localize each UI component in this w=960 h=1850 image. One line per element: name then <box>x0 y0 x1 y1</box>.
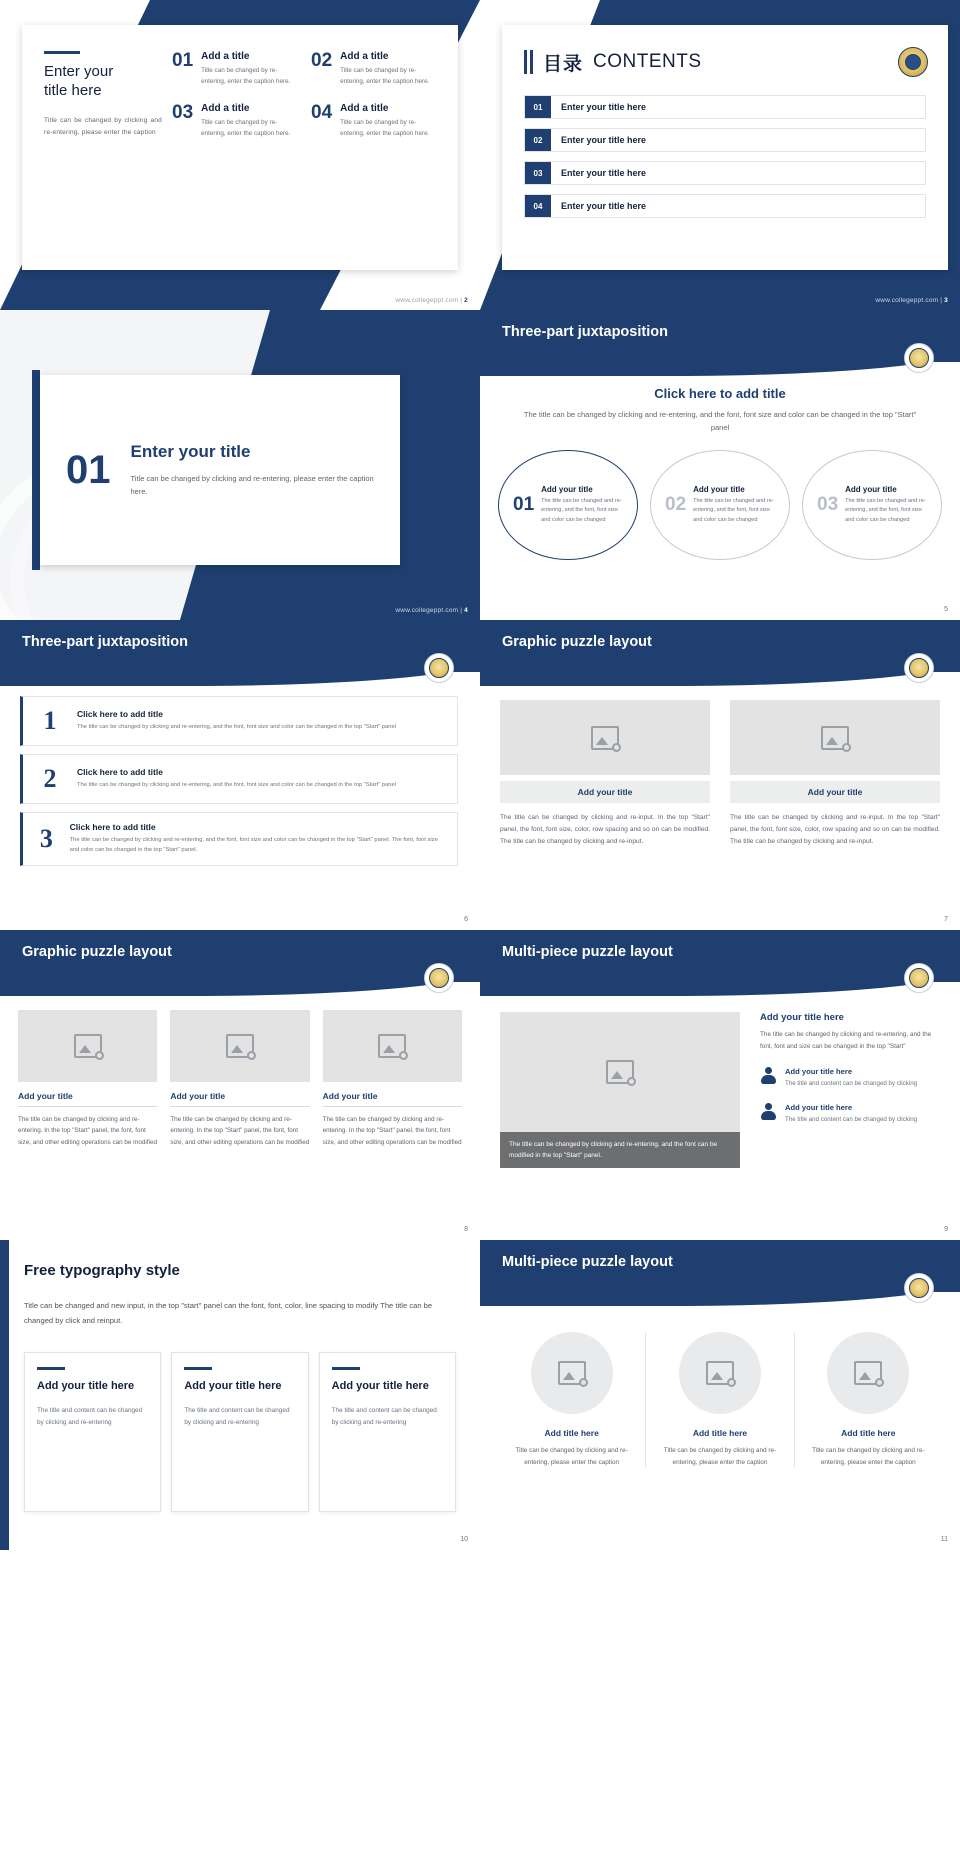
image-icon <box>821 726 849 750</box>
circle-item[interactable] <box>802 450 942 560</box>
item-desc: The title can be changed by clicking and re-entering, and the font, font size and color can be changed in the top "Start" panel <box>77 724 396 731</box>
item-title: Click here to add title <box>77 767 163 778</box>
header-title: Three-part juxtaposition <box>22 634 188 650</box>
image-placeholder[interactable] <box>827 1332 909 1414</box>
image-placeholder[interactable] <box>531 1332 613 1414</box>
list-item[interactable] <box>20 812 458 866</box>
item-number: 02 <box>525 129 551 151</box>
item-desc: Title can be changed by re-entering, enter the caption here. <box>201 67 291 85</box>
page-number: 4 <box>464 607 468 614</box>
page-number: 3 <box>944 297 948 304</box>
column-desc: Title can be changed by clicking and re-entering, please enter the caption <box>663 1447 777 1466</box>
slide-10-title: Free typography style <box>24 1262 180 1279</box>
item-number: 3 <box>39 823 53 853</box>
slide-8[interactable] <box>0 930 480 1240</box>
header-title: Three-part juxtaposition <box>502 324 668 340</box>
item-number: 1 <box>43 706 57 735</box>
item-desc: Title can be changed by re-entering, enter the caption here. <box>340 119 430 138</box>
slide-5-subtitle: The title can be changed by clicking and re-entering, and the font, font size and color can be changed in the top "Start" panel <box>523 410 917 433</box>
item-number: 04 <box>525 195 551 217</box>
slide-7[interactable] <box>480 620 960 930</box>
column[interactable] <box>500 700 710 849</box>
school-seal-icon <box>904 653 934 683</box>
slide-2[interactable] <box>0 0 480 310</box>
numbered-list <box>20 696 458 866</box>
contents-title-cn: 目录 <box>543 53 584 75</box>
section-number: 01 <box>66 447 111 492</box>
item-desc: The title and content can be changed by clicking <box>785 1079 918 1087</box>
card-title: Add your title here <box>331 1379 429 1392</box>
content-card[interactable] <box>24 1352 161 1512</box>
list-item[interactable] <box>311 51 436 87</box>
item-label: Enter your title here <box>561 135 647 145</box>
list-item[interactable] <box>172 103 297 139</box>
column-caption: Add your title <box>730 781 940 803</box>
list-item[interactable] <box>311 103 436 139</box>
item-label: Enter your title here <box>561 168 647 178</box>
item-title: Add your title <box>845 485 897 495</box>
divider <box>170 1106 309 1107</box>
slide-4-card <box>40 375 400 565</box>
image-placeholder[interactable] <box>679 1332 761 1414</box>
item-title: Click here to add title <box>77 709 163 720</box>
page-number: 9 <box>944 1226 948 1233</box>
item-title: Add your title here <box>785 1066 853 1076</box>
item-title: Add a title <box>340 103 389 115</box>
item-title: Click here to add title <box>69 822 156 832</box>
text-block <box>760 1012 942 1126</box>
slide-11[interactable] <box>480 1240 960 1550</box>
item-title: Add a title <box>340 51 389 62</box>
slide-2-items <box>172 51 436 140</box>
accent-bar <box>32 370 40 570</box>
footer-url: www.collegeppt.com <box>395 607 459 614</box>
slide-2-card <box>22 25 458 270</box>
list-item[interactable] <box>760 1103 942 1126</box>
footer-url: www.collegeppt.com <box>395 297 459 304</box>
two-column-layout <box>500 700 940 849</box>
column[interactable] <box>730 700 940 849</box>
list-item[interactable] <box>524 161 926 185</box>
page-number: 8 <box>464 1226 468 1233</box>
image-icon <box>591 726 619 750</box>
column-desc: Title can be changed by clicking and re-entering, please enter the caption <box>812 1447 925 1466</box>
page-number: 11 <box>940 1536 948 1543</box>
column[interactable] <box>18 1010 157 1148</box>
card-rule <box>37 1367 65 1370</box>
card-desc: The title and content can be changed by clicking and re-entering <box>37 1407 143 1427</box>
item-title: Add a title <box>201 103 250 115</box>
school-seal-icon <box>904 963 934 993</box>
slide-5-title: Click here to add title <box>654 386 786 401</box>
image-icon <box>706 1361 734 1385</box>
image-icon <box>226 1034 254 1058</box>
header-title: Graphic puzzle layout <box>502 634 652 650</box>
column[interactable] <box>170 1010 309 1148</box>
list-item[interactable] <box>760 1067 942 1090</box>
item-desc: The title can be changed and re-entering, and the font, font size and color can be changed <box>845 498 926 523</box>
school-seal-icon <box>424 653 454 683</box>
section-desc: Title can be changed by clicking and re-entering, please enter the caption here. <box>130 473 374 496</box>
title-rule <box>44 51 80 54</box>
item-desc: The title can be changed and re-entering, and the font, font size and color can be changed <box>693 498 774 523</box>
column-title: Add title here <box>692 1428 748 1438</box>
column[interactable] <box>645 1332 793 1468</box>
slide-footer: www.collegeppt.com | 2 <box>395 297 468 304</box>
section-title: Enter your title <box>130 441 251 461</box>
item-number: 04 <box>311 102 333 124</box>
school-seal-icon <box>904 343 934 373</box>
item-title: Add your title <box>541 485 593 495</box>
item-number: 02 <box>665 494 687 515</box>
item-title: Add your title <box>693 485 745 495</box>
item-number: 03 <box>817 494 839 515</box>
column-desc: The title can be changed by clicking and re-entering. In the top "Start" panel, the font, font size, and other editing operations can be modified <box>18 1116 157 1146</box>
item-label: Enter your title here <box>561 201 647 211</box>
slide-10-paragraph: Title can be changed and new input, in the top "start" panel can the font, font, color, line spacing to modify The title can be changed by click and reinput. <box>24 1301 433 1326</box>
column[interactable] <box>794 1332 942 1468</box>
image-placeholder[interactable] <box>170 1010 309 1082</box>
image-caption: The title can be changed by clicking and re-entering, and the font can be modified in the top "Start" panel. <box>500 1132 740 1168</box>
column-caption: Add your title <box>500 781 710 803</box>
image-icon <box>854 1361 882 1385</box>
column-title: Add your title <box>170 1091 226 1101</box>
content-card[interactable] <box>319 1352 456 1512</box>
image-icon <box>74 1034 102 1058</box>
list-item[interactable] <box>524 128 926 152</box>
item-title: Add a title <box>201 51 250 62</box>
circle-group <box>498 450 942 560</box>
item-number: 03 <box>172 102 194 124</box>
slide-footer: www.collegeppt.com | 4 <box>395 607 468 614</box>
content-card[interactable] <box>171 1352 308 1512</box>
contents-list <box>524 95 926 218</box>
item-number: 01 <box>513 494 535 515</box>
page-number: 7 <box>944 916 948 923</box>
column-desc: The title can be changed by clicking and re-entering. In the top "Start" panel, the font, font size, and other editing operations can be modified <box>170 1116 310 1146</box>
header-title: Multi-piece puzzle layout <box>502 944 673 960</box>
card-title: Add your title here <box>37 1379 135 1392</box>
item-title: Add your title here <box>785 1103 853 1113</box>
page-number: 5 <box>944 606 948 613</box>
list-item[interactable] <box>20 754 458 804</box>
image-icon <box>558 1361 586 1385</box>
page-number: 10 <box>460 1536 468 1543</box>
slide-5[interactable] <box>480 310 960 620</box>
footer-url: www.collegeppt.com <box>875 297 939 304</box>
list-item[interactable] <box>20 696 458 746</box>
card-group <box>24 1352 456 1512</box>
item-number: 03 <box>525 162 551 184</box>
three-column-layout <box>498 1332 942 1468</box>
block-title: Add your title here <box>760 1012 844 1023</box>
list-item[interactable] <box>524 95 926 119</box>
card-desc: The title and content can be changed by clicking and re-entering <box>184 1407 290 1427</box>
block-desc: The title can be changed by clicking and re-entering, and the font, font and size can be changed in the top "Start" <box>760 1031 932 1050</box>
item-desc: Title can be changed by re-entering, enter the caption here. <box>340 67 430 85</box>
circle-item[interactable] <box>498 450 638 560</box>
page-number: 2 <box>464 297 468 304</box>
slide-10[interactable] <box>0 1240 480 1550</box>
slide-2-title: Enter your title here <box>44 63 114 99</box>
card-rule <box>184 1367 212 1370</box>
column[interactable] <box>498 1332 645 1468</box>
school-seal-icon <box>898 47 928 77</box>
column-desc: The title can be changed by clicking and re-input. In the top "Start" panel, the font, font size, color, row spacing and so on can be modified. The title can be changed by clicking and re-input. <box>500 814 710 846</box>
column[interactable] <box>323 1010 462 1148</box>
user-icon <box>760 1103 777 1120</box>
three-column-layout <box>18 1010 462 1148</box>
contents-title-en: CONTENTS <box>593 51 702 72</box>
slide-2-subtitle: Title can be changed by clicking and re-entering, please enter the caption <box>44 116 162 136</box>
item-desc: The title can be changed and re-entering, and the font, font size and color can be changed <box>541 498 622 523</box>
image-placeholder[interactable] <box>500 1012 740 1132</box>
item-desc: The title can be changed by clicking and re-entering, and the font, font size and color can be changed in the top "Start" panel <box>77 782 396 789</box>
list-item[interactable] <box>524 194 926 218</box>
slide-3-card <box>502 25 948 270</box>
image-placeholder[interactable] <box>323 1010 462 1082</box>
card-desc: The title and content can be changed by clicking and re-entering <box>331 1407 437 1427</box>
slide-footer: www.collegeppt.com | 3 <box>875 297 948 304</box>
card-title: Add your title here <box>184 1379 282 1392</box>
item-number: 01 <box>172 50 194 71</box>
item-desc: The title and content can be changed by clicking <box>785 1116 918 1124</box>
slide-9[interactable] <box>480 930 960 1240</box>
school-seal-icon <box>424 963 454 993</box>
slide-6[interactable] <box>0 620 480 930</box>
item-label: Enter your title here <box>561 102 647 112</box>
item-desc: The title can be changed by clicking and re-entering, and the font, font size and color can be changed in the top "Start" panel. The font, font size and color can be changed in the top "Start" panel. <box>69 837 438 853</box>
slide-3[interactable] <box>480 0 960 310</box>
column-desc: The title can be changed by clicking and re-input. In the top "Start" panel, the font, font size, color, row spacing and so on can be modified. The title can be changed by clicking and re-input. <box>730 814 940 846</box>
divider <box>323 1106 462 1107</box>
image-placeholder[interactable] <box>500 700 710 775</box>
item-desc: Title can be changed by re-entering, enter the caption here. <box>201 119 291 138</box>
image-placeholder[interactable] <box>730 700 940 775</box>
image-placeholder[interactable] <box>18 1010 157 1082</box>
column-title: Add your title <box>18 1091 73 1101</box>
column-title: Add title here <box>841 1428 896 1438</box>
circle-item[interactable] <box>650 450 790 560</box>
list-item[interactable] <box>172 51 297 87</box>
header-title: Multi-piece puzzle layout <box>502 1254 673 1270</box>
column-desc: The title can be changed by clicking and re-entering. In the top "Start" panel, the font, font size, and other editing operations can be modified <box>322 1116 462 1146</box>
title-bars-icon <box>524 50 533 74</box>
accent-bar <box>0 1240 9 1550</box>
card-rule <box>332 1367 360 1370</box>
slide-4[interactable] <box>0 310 480 620</box>
school-seal-icon <box>904 1273 934 1303</box>
page-number: 6 <box>464 916 468 923</box>
item-number: 2 <box>43 764 57 793</box>
column-desc: Title can be changed by clicking and re-entering, please enter the caption <box>515 1447 628 1466</box>
image-icon <box>606 1060 634 1084</box>
item-number: 01 <box>525 96 551 118</box>
divider <box>18 1106 157 1107</box>
image-block <box>500 1012 740 1168</box>
header-title: Graphic puzzle layout <box>22 944 172 960</box>
user-icon <box>760 1067 777 1084</box>
item-number: 02 <box>311 50 333 71</box>
column-title: Add title here <box>544 1428 599 1438</box>
column-title: Add your title <box>322 1091 378 1101</box>
image-icon <box>378 1034 406 1058</box>
